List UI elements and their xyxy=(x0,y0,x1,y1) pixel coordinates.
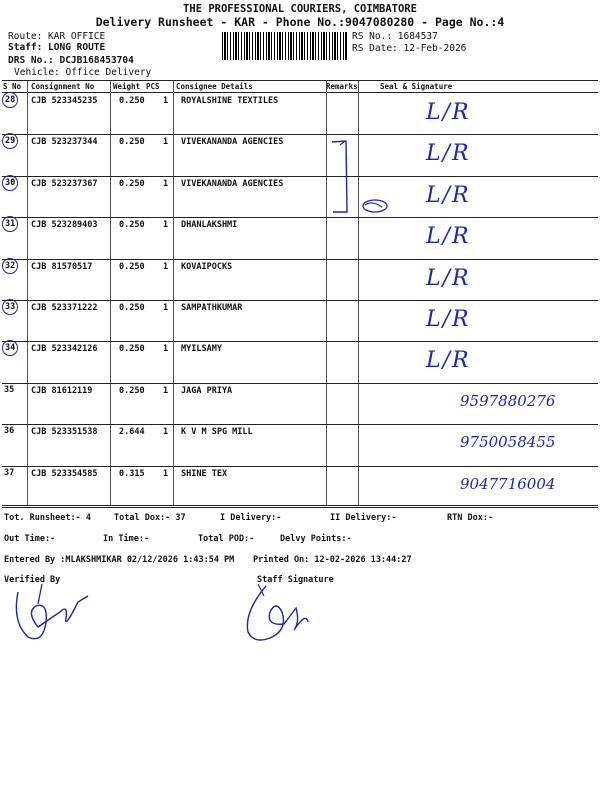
vehicle: Vehicle: Office Delivery xyxy=(14,67,152,78)
verified-signature xyxy=(8,582,98,652)
staff: Staff: LONG ROUTE xyxy=(8,42,106,53)
row-consignee: VIVEKANANDA AGENCIES xyxy=(181,178,284,189)
col-pcs: PCS xyxy=(146,82,160,91)
row-pcs: 1 xyxy=(163,261,169,272)
row-consignment: CJB 523351538 xyxy=(31,427,98,438)
row-signature: L/R xyxy=(426,265,471,291)
row-weight: 0.315 xyxy=(119,468,145,479)
row-consignment: CJB 81570517 xyxy=(31,261,93,272)
col-seal: Seal & Signature xyxy=(380,82,453,91)
rs-number: RS No.: 1684537 xyxy=(352,31,438,42)
row-consignee: K V M SPG MILL xyxy=(181,427,253,438)
tot-runsheet: Tot. Runsheet:- 4 xyxy=(4,513,91,523)
row-signature: L/R xyxy=(426,182,471,208)
in-time: In Time:- xyxy=(103,534,150,544)
staff-signature xyxy=(236,582,346,652)
col-weight: Weight xyxy=(113,82,141,91)
ii-delivery: II Delivery:- xyxy=(330,513,397,523)
printed-on: Printed On: 12-02-2026 13:44:27 xyxy=(253,555,412,565)
row-signature: L/R xyxy=(426,100,471,125)
row-pcs: 1 xyxy=(163,220,169,231)
row-sno: 30 xyxy=(2,175,18,191)
row-pcs: 1 xyxy=(163,137,169,148)
row-signature: 9750058455 xyxy=(460,433,556,452)
row-consignee: DHANLAKSHMI xyxy=(181,220,238,231)
delvy-points: Delvy Points:- xyxy=(280,534,352,544)
row-pcs: 1 xyxy=(163,427,169,438)
row-consignment: CJB 523345235 xyxy=(31,96,98,106)
row-signature: L/R xyxy=(426,224,471,250)
row-consignee: MYILSAMY xyxy=(181,344,222,355)
rtn-dox: RTN Dox:- xyxy=(447,513,494,523)
row-consignment: CJB 81612119 xyxy=(31,385,93,396)
staff-signature-label: Staff Signature xyxy=(257,575,334,585)
row-weight: 0.250 xyxy=(119,385,145,396)
row-consignee: KOVAIPOCKS xyxy=(181,261,233,272)
row-pcs: 1 xyxy=(163,468,169,479)
row-signature: L/R xyxy=(426,307,471,332)
row-sno: 28 xyxy=(2,92,18,108)
col-remarks: Remarks xyxy=(326,82,358,91)
row-sno: 36 xyxy=(4,426,15,437)
row-pcs: 1 xyxy=(163,96,169,106)
row-signature: L/R xyxy=(426,141,471,167)
row-pcs: 1 xyxy=(163,178,169,189)
company-name: THE PROFESSIONAL COURIERS, COIMBATORE xyxy=(183,3,417,15)
row-pcs: 1 xyxy=(163,344,169,355)
row-consignee: SAMPATHKUMAR xyxy=(181,303,243,313)
row-pcs: 1 xyxy=(163,385,169,396)
row-signature: 9047716004 xyxy=(460,474,556,493)
row-sno: 37 xyxy=(4,467,15,478)
row-sno: 34 xyxy=(2,340,18,356)
row-consignment: CJB 523371222 xyxy=(31,303,98,313)
row-sno: 33 xyxy=(2,299,18,315)
verified-by-label: Verified By xyxy=(4,575,61,585)
row-consignee: JAGA PRIYA xyxy=(181,385,233,396)
col-sno: S No xyxy=(3,82,22,91)
row-consignment: CJB 523289403 xyxy=(31,220,98,231)
route: Route: KAR OFFICE xyxy=(8,31,106,42)
row-sno: 31 xyxy=(2,216,18,232)
row-consignment: CJB 523354585 xyxy=(31,468,98,479)
col-consignment: Consignment No xyxy=(31,82,95,91)
row-weight: 0.250 xyxy=(119,303,145,313)
row-consignee: VIVEKANANDA AGENCIES xyxy=(181,137,284,148)
total-pod: Total POD:- xyxy=(198,534,255,544)
row-consignment: CJB 523237344 xyxy=(31,137,98,148)
runsheet-title: Delivery Runsheet - KAR - Phone No.:9047080280 - Page No.:4 xyxy=(95,15,505,29)
row-pcs: 1 xyxy=(163,303,169,313)
row-weight: 0.250 xyxy=(119,178,145,189)
col-consignee: Consignee Details xyxy=(176,82,253,91)
row-sno: 29 xyxy=(2,133,18,149)
rs-date: RS Date: 12-Feb-2026 xyxy=(352,43,467,54)
row-signature: L/R xyxy=(426,348,471,374)
row-weight: 2.644 xyxy=(119,427,145,438)
out-time: Out Time:- xyxy=(4,534,56,544)
row-consignment: CJB 523237367 xyxy=(31,178,98,189)
row-weight: 0.250 xyxy=(119,137,145,148)
total-dox: Total Dox:- 37 xyxy=(114,513,186,523)
drs-number: DRS No.: DCJB168453704 xyxy=(8,55,134,66)
row-weight: 0.250 xyxy=(119,96,145,106)
row-consignee: ROYALSHINE TEXTILES xyxy=(181,96,279,106)
row-weight: 0.250 xyxy=(119,220,145,231)
row-sno: 32 xyxy=(2,258,18,274)
row-consignment: CJB 523342126 xyxy=(31,344,98,355)
row-signature: 9597880276 xyxy=(460,391,556,410)
row-weight: 0.250 xyxy=(119,261,145,272)
i-delivery: I Delivery:- xyxy=(220,513,282,523)
row-weight: 0.250 xyxy=(119,344,145,355)
entered-by: Entered By :MLAKSHMIKAR 02/12/2026 1:43:54 PM xyxy=(4,555,235,565)
row-sno: 35 xyxy=(4,384,15,395)
row-consignee: SHINE TEX xyxy=(181,468,228,479)
